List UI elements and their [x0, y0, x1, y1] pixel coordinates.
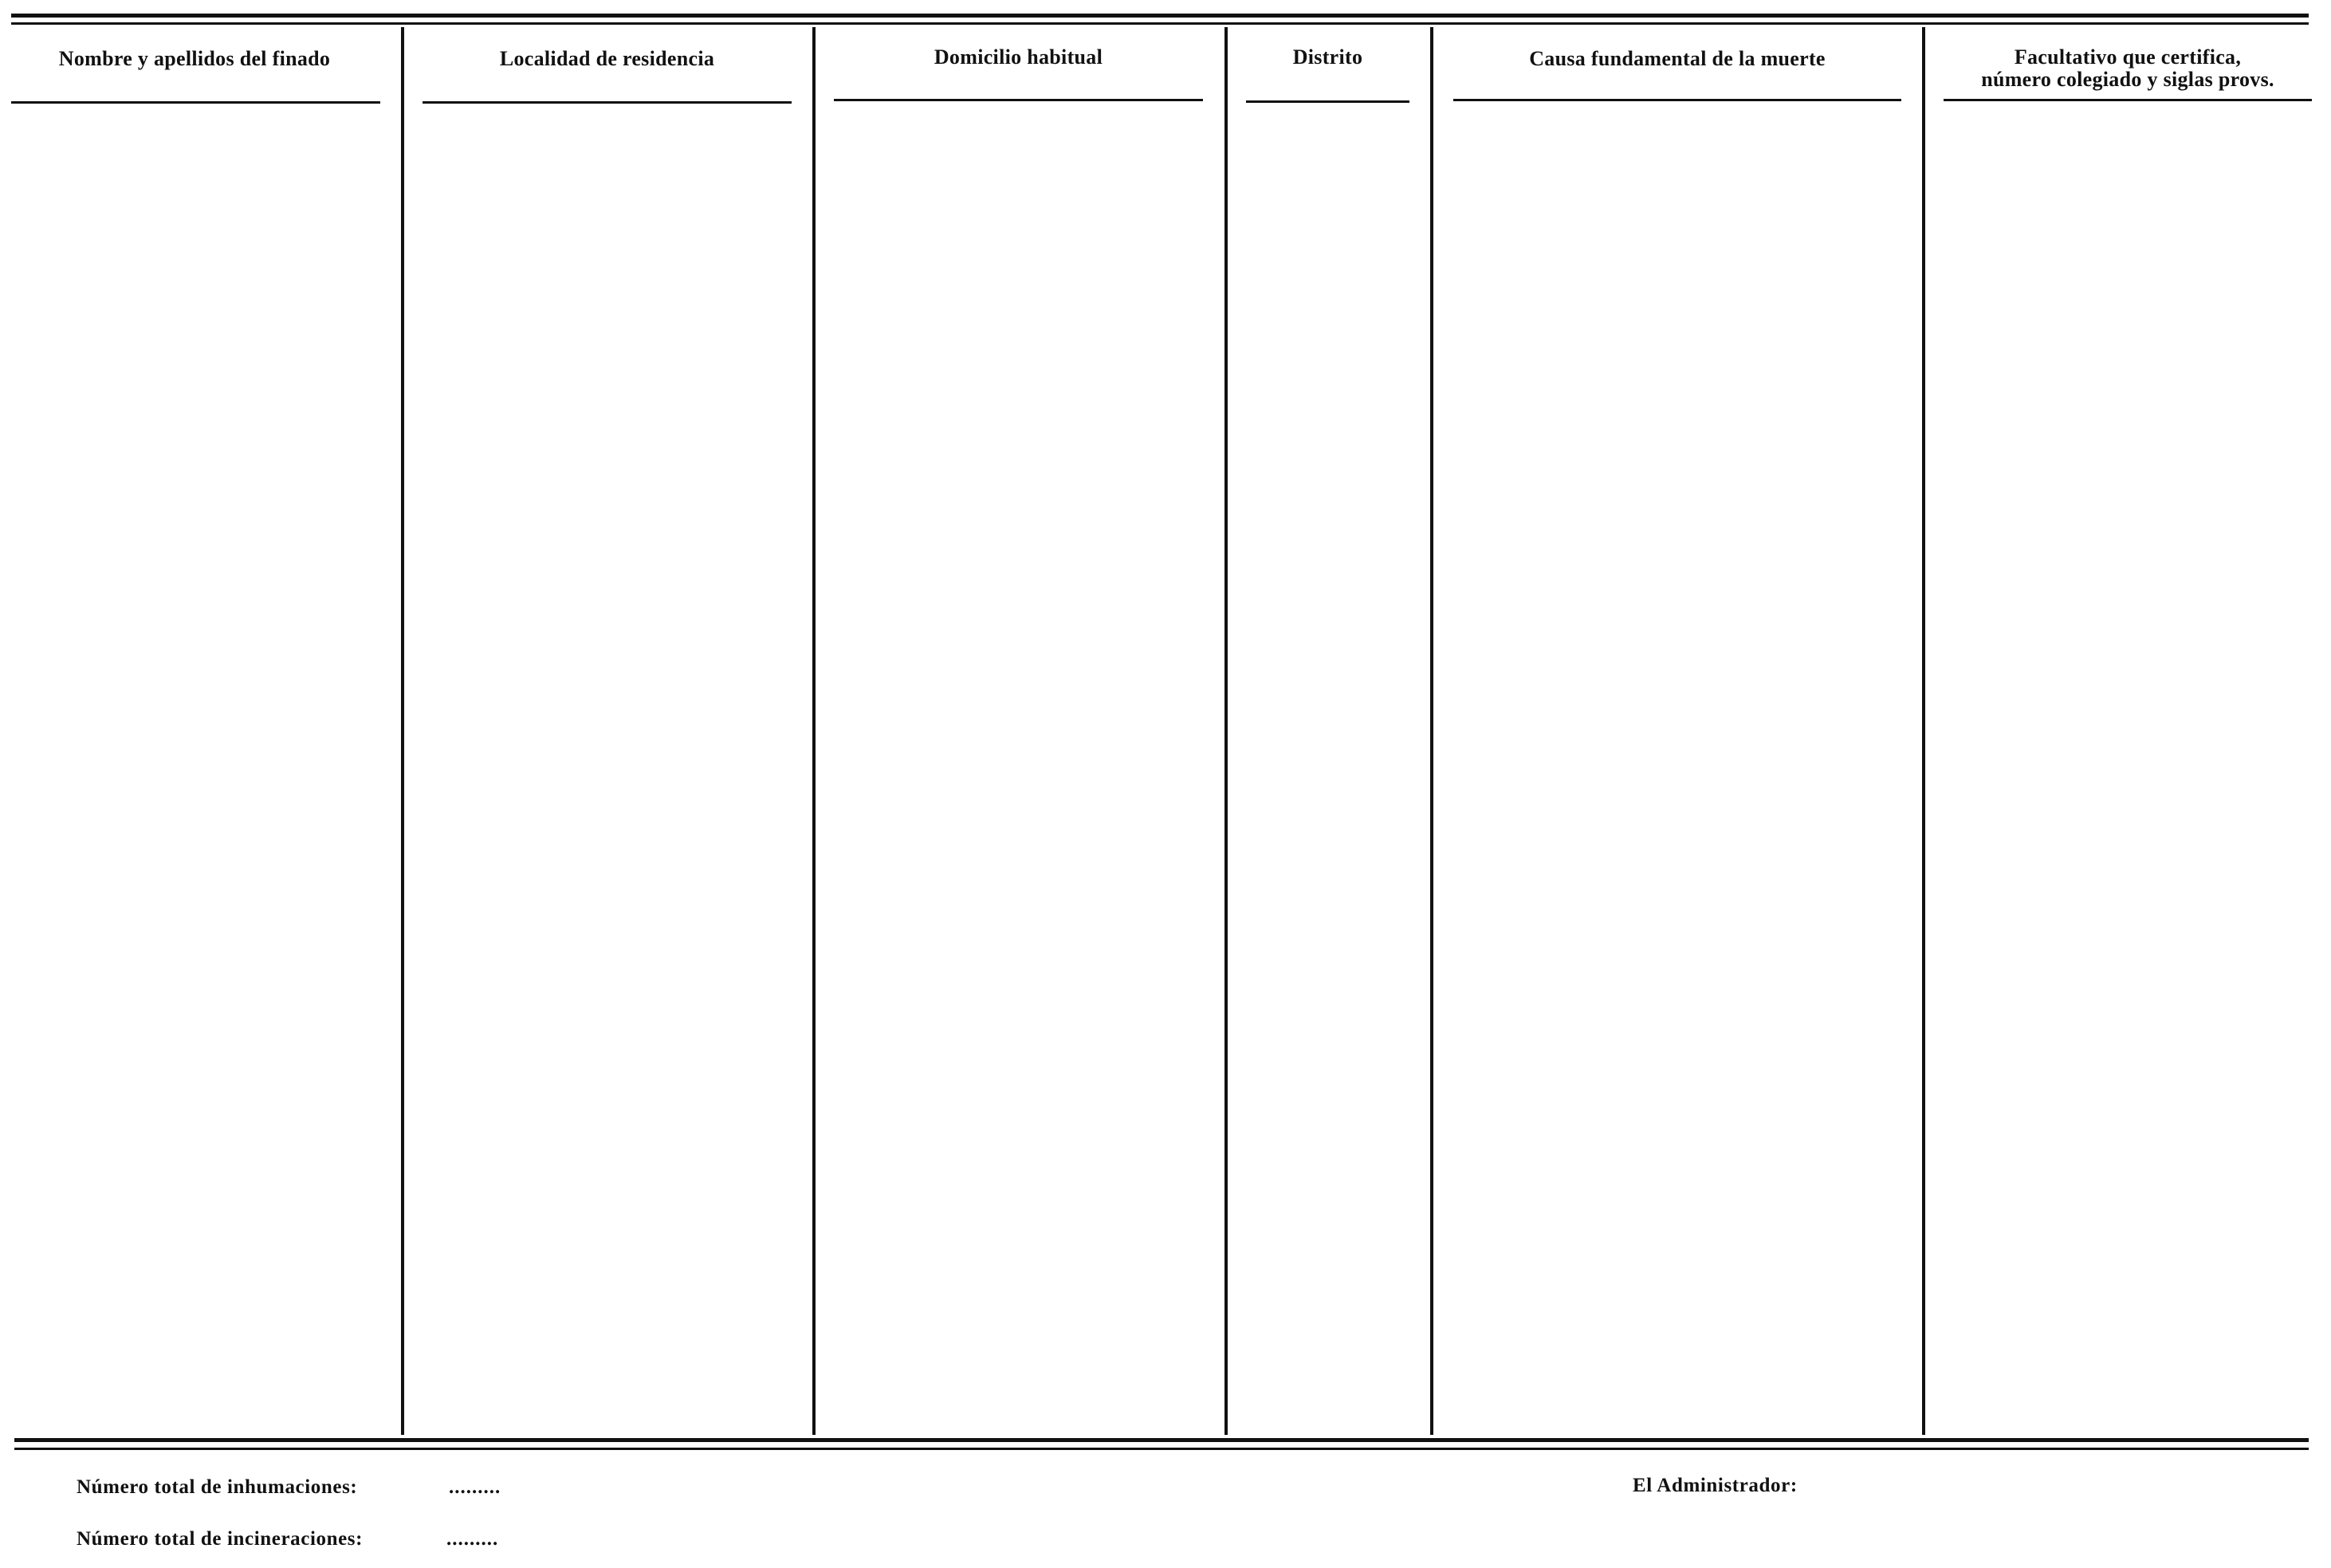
incineraciones-label: Número total de incineraciones:	[77, 1528, 364, 1550]
column-divider-1	[401, 27, 404, 1435]
inhumaciones-label: Número total de inhumaciones:	[77, 1476, 358, 1498]
column-header-facultativo-line1: Facultativo que certifica,	[2014, 45, 2242, 69]
administrador-label: El Administrador:	[1633, 1475, 1798, 1496]
column-underline-domicilio	[834, 99, 1203, 101]
column-header-distrito: Distrito	[1292, 45, 1363, 69]
column-header-causa: Causa fundamental de la muerte	[1529, 47, 1826, 70]
column-divider-3	[1224, 27, 1228, 1435]
top-double-rule-inner	[11, 22, 2309, 25]
column-underline-facultativo	[1944, 99, 2312, 101]
column-header-localidad: Localidad de residencia	[499, 47, 715, 70]
column-header-nombre: Nombre y apellidos del finado	[58, 47, 331, 70]
column-header-facultativo-line2: número colegiado y siglas provs.	[1981, 68, 2274, 91]
column-divider-5	[1922, 27, 1925, 1435]
column-underline-causa	[1453, 99, 1901, 101]
column-header-domicilio: Domicilio habitual	[934, 45, 1103, 69]
column-underline-localidad	[423, 101, 792, 104]
inhumaciones-value: .........	[449, 1476, 501, 1498]
top-double-rule-outer	[11, 14, 2309, 18]
column-underline-distrito	[1246, 100, 1409, 103]
bottom-double-rule-inner	[14, 1448, 2309, 1450]
column-divider-2	[812, 27, 816, 1435]
column-underline-nombre	[11, 101, 380, 104]
column-header-facultativo	[1942, 46, 2313, 91]
bottom-double-rule-outer	[14, 1438, 2309, 1442]
incineraciones-value: .........	[446, 1528, 499, 1550]
column-divider-4	[1430, 27, 1433, 1435]
